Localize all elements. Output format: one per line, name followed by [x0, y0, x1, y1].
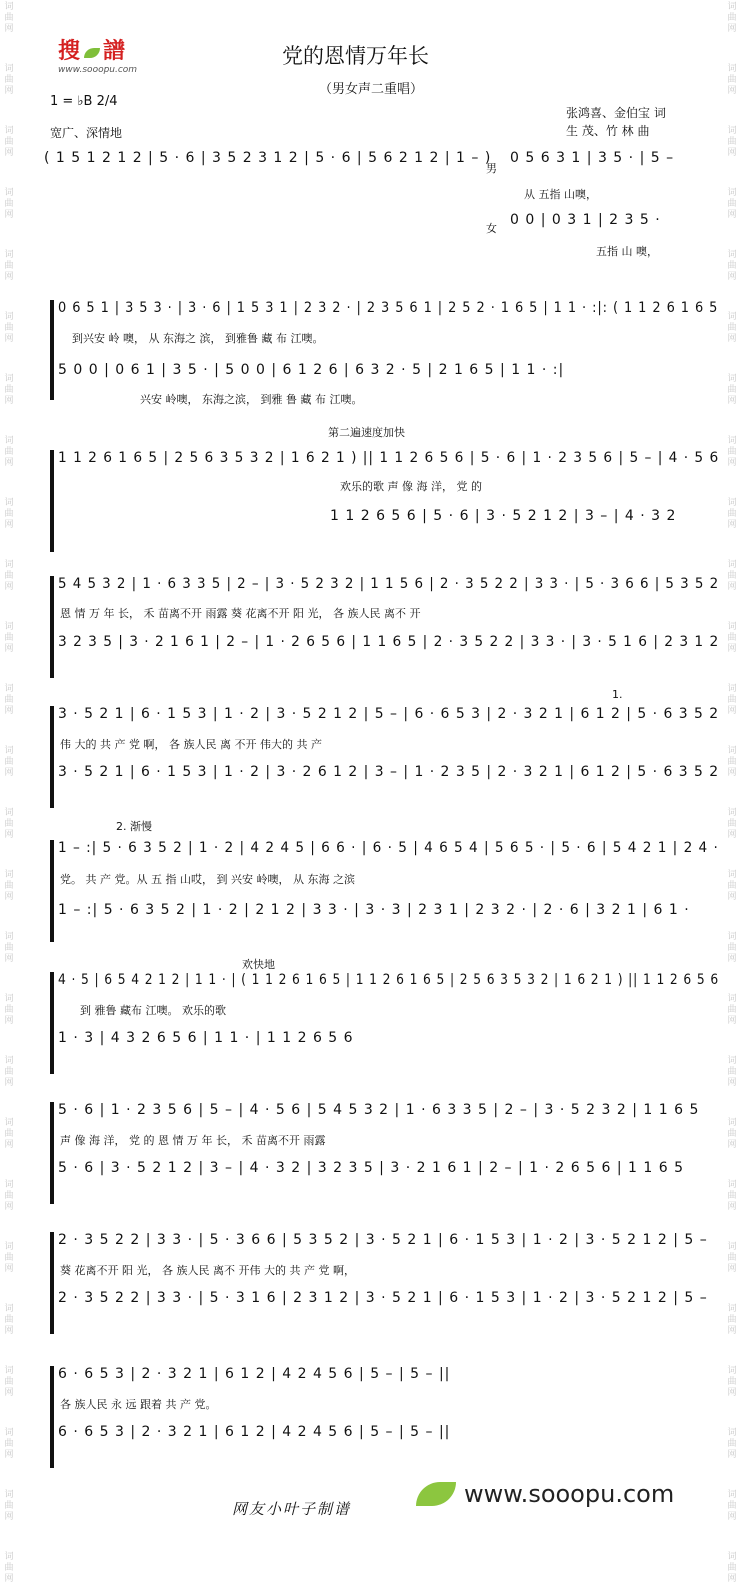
right-watermark-column	[723, 0, 741, 1584]
watermark-text: 词曲网	[727, 2, 737, 34]
watermark-text: 词曲网	[4, 808, 14, 840]
watermark-text: 词曲网	[4, 64, 14, 96]
logo-url: www.sooopu.com	[58, 65, 138, 75]
lyric-line: 欢乐的歌 声 像 海 洋， 党 的	[340, 480, 482, 493]
watermark-text: 词曲网	[4, 622, 14, 654]
watermark-text: 词曲网	[727, 1180, 737, 1212]
system-bracket	[50, 972, 54, 1074]
notation-row: 5 · 6 | 3 · 5 2 1 2 | 3 – | 4 · 3 2 | 3 2 3 5 | 3 · 2 1 6 1 | 2 – | 1 · 2 6 5 6 | 1 1 6 5	[58, 1160, 685, 1176]
watermark-text: 词曲网	[4, 436, 14, 468]
watermark-text: 词曲网	[727, 250, 737, 282]
lyric-line: 各 族人民 永 远 跟着 共 产 党。	[60, 1398, 217, 1411]
watermark-text: 词曲网	[727, 994, 737, 1026]
watermark-text: 词曲网	[727, 312, 737, 344]
watermark-text: 词曲网	[4, 126, 14, 158]
composer-credit: 生 茂、竹 林 曲	[566, 124, 650, 138]
volta-2-marking: 2. 渐慢	[116, 820, 152, 833]
watermark-text: 词曲网	[4, 188, 14, 220]
lyric-line: 党。 共 产 党。从 五 指 山哎， 到 兴安 岭噢， 从 东海 之滨	[60, 873, 355, 886]
notation-row: 0 6 5 1 | 3 5 3 · | 3 · 6 | 1 5 3 1 | 2 3 2 · | 2 3 5 6 1 | 2 5 2 · 1 6 5 | 1 1 · :|: ( 1 1 2 6 1 6 5	[58, 300, 719, 316]
notation-row: 0 5 6 3 1 | 3 5 · | 5 –	[510, 150, 675, 166]
notation-row: 1 – :| 5 · 6 3 5 2 | 1 · 2 | 4 2 4 5 | 6 6 · | 6 · 5 | 4 6 5 4 | 5 6 5 · | 5 · 6 | 5 4 2 1 | 2 4 ·	[58, 840, 719, 856]
watermark-text: 词曲网	[727, 932, 737, 964]
song-title: 党的恩情万年长	[282, 44, 429, 68]
system-bracket	[50, 1366, 54, 1468]
watermark-text: 词曲网	[727, 64, 737, 96]
watermark-text: 词曲网	[4, 560, 14, 592]
song-subtitle: （男女声二重唱）	[319, 82, 424, 97]
notation-row: 1 – :| 5 · 6 3 5 2 | 1 · 2 | 2 1 2 | 3 3 · | 3 · 3 | 2 3 1 | 2 3 2 · | 2 · 6 | 3 2 1 | 6 1 ·	[58, 902, 690, 918]
watermark-text: 词曲网	[4, 498, 14, 530]
notation-row: 2 · 3 5 2 2 | 3 3 · | 5 · 3 1 6 | 2 3 1 2 | 3 · 5 2 1 | 6 · 1 5 3 | 1 · 2 | 3 · 5 2 1 2 | 5 –	[58, 1290, 708, 1306]
watermark-text: 词曲网	[4, 312, 14, 344]
watermark-text: 词曲网	[727, 1552, 737, 1584]
site-logo[interactable]	[58, 34, 137, 75]
watermark-text: 词曲网	[4, 870, 14, 902]
notation-row: 5 0 0 | 0 6 1 | 3 5 · | 5 0 0 | 6 1 2 6 | 6 3 2 · 5 | 2 1 6 5 | 1 1 · :|	[58, 362, 565, 378]
watermark-text: 词曲网	[4, 1118, 14, 1150]
system-bracket	[50, 1102, 54, 1204]
watermark-text: 词曲网	[727, 1242, 737, 1274]
watermark-text: 词曲网	[727, 808, 737, 840]
system-bracket	[50, 706, 54, 808]
lyric-line: 葵 花离不开 阳 光， 各 族人民 离不 开伟 大的 共 产 党 啊，	[60, 1264, 355, 1277]
logo-text-a: 搜	[58, 39, 82, 64]
lyric-line: 五指 山 噢，	[596, 245, 658, 258]
system-bracket	[50, 300, 54, 400]
watermark-text: 词曲网	[727, 188, 737, 220]
watermark-text: 词曲网	[727, 684, 737, 716]
lyric-line: 从 五指 山噢，	[524, 188, 597, 201]
left-watermark-column	[0, 0, 18, 1584]
watermark-text: 词曲网	[4, 746, 14, 778]
female-voice-label: 女	[486, 222, 497, 235]
tempo-marking: 宽广、深情地	[50, 126, 123, 140]
system-bracket	[50, 840, 54, 942]
watermark-text: 词曲网	[4, 374, 14, 406]
notation-row: 1 · 3 | 4 3 2 6 5 6 | 1 1 · | 1 1 2 6 5 6	[58, 1030, 354, 1046]
watermark-text: 词曲网	[727, 1428, 737, 1460]
notation-row: ( 1 5 1 2 1 2 | 5 · 6 | 3 5 2 3 1 2 | 5 · 6 | 5 6 2 1 2 | 1 – )	[44, 150, 492, 166]
notation-row: 5 · 6 | 1 · 2 3 5 6 | 5 – | 4 · 5 6 | 5 4 5 3 2 | 1 · 6 3 3 5 | 2 – | 3 · 5 2 3 2 | 1 1 6 5	[58, 1102, 700, 1118]
notation-row: 5 4 5 3 2 | 1 · 6 3 3 5 | 2 – | 3 · 5 2 3 2 | 1 1 5 6 | 2 · 3 5 2 2 | 3 3 · | 5 · 3 6 6 | 5 3 5 2	[58, 576, 720, 592]
notation-row: 3 · 5 2 1 | 6 · 1 5 3 | 1 · 2 | 3 · 5 2 1 2 | 5 – | 6 · 6 5 3 | 2 · 3 2 1 | 6 1 2 | 5 · 6 3 5 2	[58, 706, 720, 722]
system-bracket	[50, 450, 54, 552]
lyric-line: 声 像 海 洋， 党 的 恩 情 万 年 长， 禾 苗离不开 雨露	[60, 1134, 326, 1147]
watermark-text: 词曲网	[4, 1242, 14, 1274]
footer-site-logo[interactable]	[416, 1480, 674, 1508]
leaf-icon	[84, 48, 100, 58]
watermark-text: 词曲网	[727, 1366, 737, 1398]
notation-row: 6 · 6 5 3 | 2 · 3 2 1 | 6 1 2 | 4 2 4 5 6 | 5 – | 5 – ||	[58, 1424, 451, 1440]
watermark-text: 词曲网	[4, 932, 14, 964]
watermark-text: 词曲网	[727, 374, 737, 406]
watermark-text: 词曲网	[4, 250, 14, 282]
watermark-text: 词曲网	[4, 1180, 14, 1212]
lyricist-credit: 张鸿喜、金伯宝 词	[566, 106, 666, 120]
watermark-text: 词曲网	[4, 684, 14, 716]
watermark-text: 词曲网	[4, 1056, 14, 1088]
notation-row: 4 · 5 | 6 5 4 2 1 2 | 1 1 · | ( 1 1 2 6 1 6 5 | 1 1 2 6 1 6 5 | 2 5 6 3 5 3 2 | 1 6 2 1 ) || 1 1 2 6 5 6	[58, 972, 720, 988]
watermark-text: 词曲网	[727, 498, 737, 530]
watermark-text: 词曲网	[4, 2, 14, 34]
footer-maker-credit: 网友小叶子制谱	[232, 1500, 352, 1518]
key-signature: 1 = ♭B 2/4	[50, 94, 118, 109]
notation-row: 1 1 2 6 5 6 | 5 · 6 | 3 · 5 2 1 2 | 3 – | 4 · 3 2	[330, 508, 677, 524]
lyric-line: 恩 情 万 年 长， 禾 苗离不开 雨露 葵 花离不开 阳 光， 各 族人民 离不 开	[60, 607, 421, 620]
notation-row: 3 2 3 5 | 3 · 2 1 6 1 | 2 – | 1 · 2 6 5 6 | 1 1 6 5 | 2 · 3 5 2 2 | 3 3 · | 3 · 5 1 6 | 2 3 1 2	[58, 634, 720, 650]
watermark-text: 词曲网	[4, 994, 14, 1026]
watermark-text: 词曲网	[4, 1304, 14, 1336]
lyric-line: 伟 大的 共 产 党 啊， 各 族人民 离 不开 伟大的 共 产	[60, 738, 322, 751]
watermark-text: 词曲网	[727, 560, 737, 592]
logo-text-b: 譜	[103, 39, 127, 64]
watermark-text: 词曲网	[727, 1056, 737, 1088]
watermark-text: 词曲网	[727, 746, 737, 778]
system-bracket	[50, 1232, 54, 1334]
watermark-text: 词曲网	[4, 1428, 14, 1460]
watermark-text: 词曲网	[727, 1304, 737, 1336]
leaf-icon	[416, 1482, 456, 1506]
lyric-line: 到兴安 岭 噢， 从 东海之 滨， 到雅鲁 藏 布 江噢。	[72, 332, 324, 345]
watermark-text: 词曲网	[727, 1118, 737, 1150]
watermark-text: 词曲网	[727, 1490, 737, 1522]
watermark-text: 词曲网	[4, 1552, 14, 1584]
volta-1-marking: 1.	[612, 688, 623, 701]
second-time-marking: 第二遍速度加快	[328, 426, 405, 439]
watermark-text: 词曲网	[4, 1366, 14, 1398]
notation-row: 0 0 | 0 3 1 | 2 3 5 ·	[510, 212, 661, 228]
lyric-line: 兴安 岭噢， 东海之滨， 到雅 鲁 藏 布 江噢。	[140, 393, 363, 406]
male-voice-label: 男	[486, 162, 497, 175]
watermark-text: 词曲网	[727, 870, 737, 902]
notation-row: 1 1 2 6 1 6 5 | 2 5 6 3 5 3 2 | 1 6 2 1 ) || 1 1 2 6 5 6 | 5 · 6 | 1 · 2 3 5 6 | 5 – | 4 · 5 6	[58, 450, 720, 466]
notation-row: 6 · 6 5 3 | 2 · 3 2 1 | 6 1 2 | 4 2 4 5 6 | 5 – | 5 – ||	[58, 1366, 451, 1382]
watermark-text: 词曲网	[727, 436, 737, 468]
lyric-line: 到 雅鲁 藏布 江噢。 欢乐的歌	[80, 1004, 226, 1017]
watermark-text: 词曲网	[727, 126, 737, 158]
notation-row: 3 · 5 2 1 | 6 · 1 5 3 | 1 · 2 | 3 · 2 6 1 2 | 3 – | 1 · 2 3 5 | 2 · 3 2 1 | 6 1 2 | 5 · 6 3 5 2	[58, 764, 720, 780]
watermark-text: 词曲网	[4, 1490, 14, 1522]
footer-site-url: www.sooopu.com	[464, 1480, 675, 1508]
brisk-tempo-marking: 欢快地	[242, 958, 275, 971]
notation-row: 2 · 3 5 2 2 | 3 3 · | 5 · 3 6 6 | 5 3 5 2 | 3 · 5 2 1 | 6 · 1 5 3 | 1 · 2 | 3 · 5 2 1 2 | 5 –	[58, 1232, 708, 1248]
watermark-text: 词曲网	[727, 622, 737, 654]
system-bracket	[50, 576, 54, 678]
